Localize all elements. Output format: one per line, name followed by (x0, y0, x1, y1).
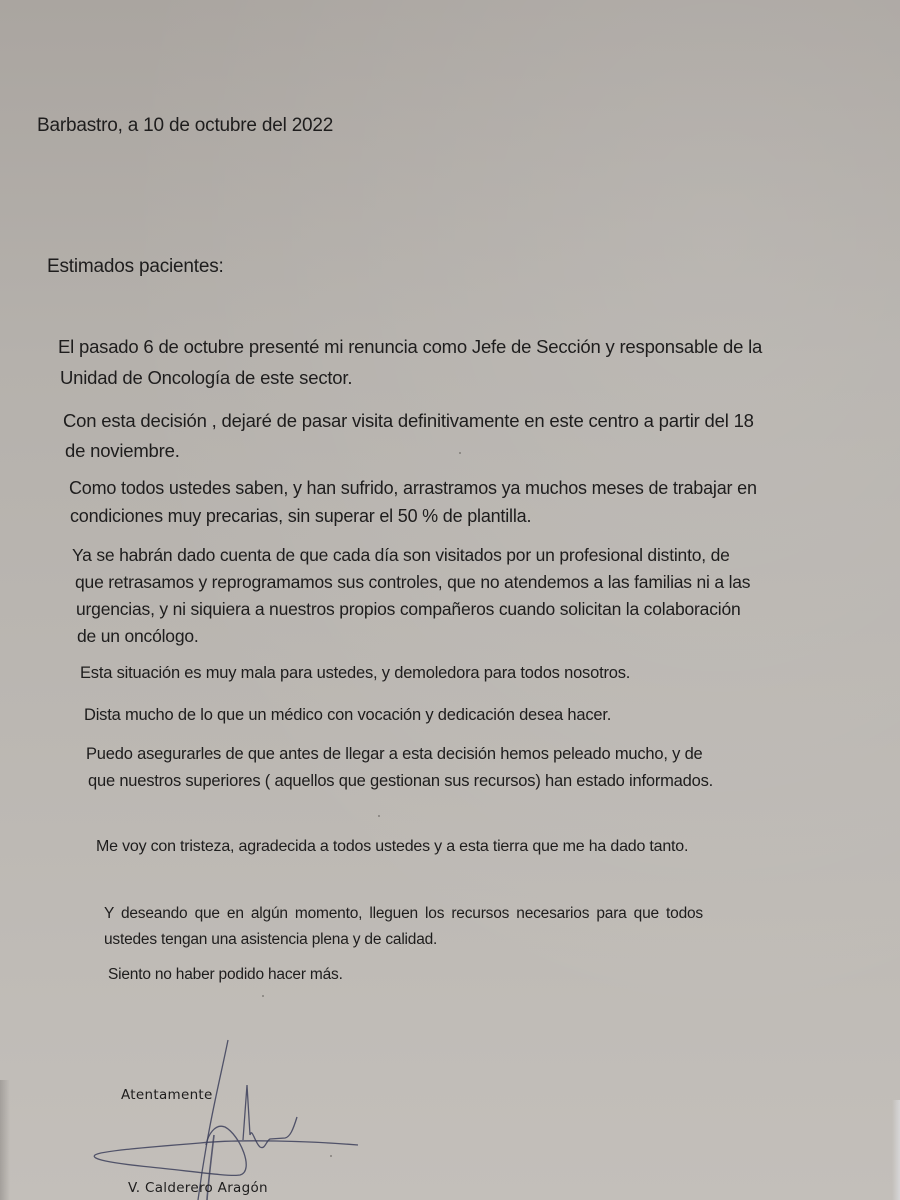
paragraph-7-line-1: Puedo asegurarles de que antes de llegar a esta decisión hemos peleado mucho, y de (86, 745, 703, 763)
paragraph-6: Dista mucho de lo que un médico con vocación y dedicación desea hacer. (84, 706, 612, 724)
paragraph-2-line-1: Con esta decisión , dejaré de pasar visita definitivamente en este centro a partir del 18 (63, 410, 754, 431)
paragraph-5: Esta situación es muy mala para ustedes, y demoledora para todos nosotros. (80, 664, 631, 682)
closing: Atentamente (121, 1087, 213, 1103)
paragraph-9-line-2: ustedes tengan una asistencia plena y de calidad. (104, 931, 438, 948)
paragraph-9-line-1: Y deseando que en algún momento, lleguen los recursos necesarios para que todos (104, 905, 703, 922)
handwritten-signature-icon (90, 1035, 390, 1200)
paper-speck (330, 1155, 332, 1157)
paper-speck (262, 995, 264, 997)
paper-speck (378, 815, 380, 817)
paragraph-4-line-2: que retrasamos y reprogramamos sus controles, que no atendemos a las familias ni a las (75, 572, 751, 592)
paper-speck (459, 452, 461, 454)
paragraph-3-line-1: Como todos ustedes saben, y han sufrido, arrastramos ya muchos meses de trabajar en (69, 478, 757, 498)
paragraph-4-line-3: urgencias, y ni siquiera a nuestros propios compañeros cuando solicitan la colaboración (76, 599, 741, 619)
paragraph-3-line-2: condiciones muy precarias, sin superar el 50 % de plantilla. (70, 506, 532, 526)
paragraph-10: Siento no haber podido hacer más. (108, 966, 343, 983)
paragraph-8: Me voy con tristeza, agradecida a todos ustedes y a esta tierra que me ha dado tanto. (96, 838, 689, 855)
paragraph-7-line-2: que nuestros superiores ( aquellos que gestionan sus recursos) han estado informados. (88, 772, 714, 790)
paper-edge-highlight (892, 1100, 900, 1200)
paragraph-4-line-4: de un oncólogo. (77, 626, 199, 646)
greeting: Estimados pacientes: (47, 256, 224, 277)
paragraph-1-line-1: El pasado 6 de octubre presenté mi renuncia como Jefe de Sección y responsable de la (58, 336, 763, 357)
paragraph-4-line-1: Ya se habrán dado cuenta de que cada día son visitados por un profesional distinto, de (72, 545, 730, 565)
paragraph-1-line-2: Unidad de Oncología de este sector. (60, 367, 353, 388)
signer-name: V. Calderero Aragón (128, 1180, 268, 1196)
dateline: Barbastro, a 10 de octubre del 2022 (37, 115, 334, 136)
paper-edge-shadow (0, 1080, 10, 1200)
paragraph-2-line-2: de noviembre. (65, 440, 180, 461)
